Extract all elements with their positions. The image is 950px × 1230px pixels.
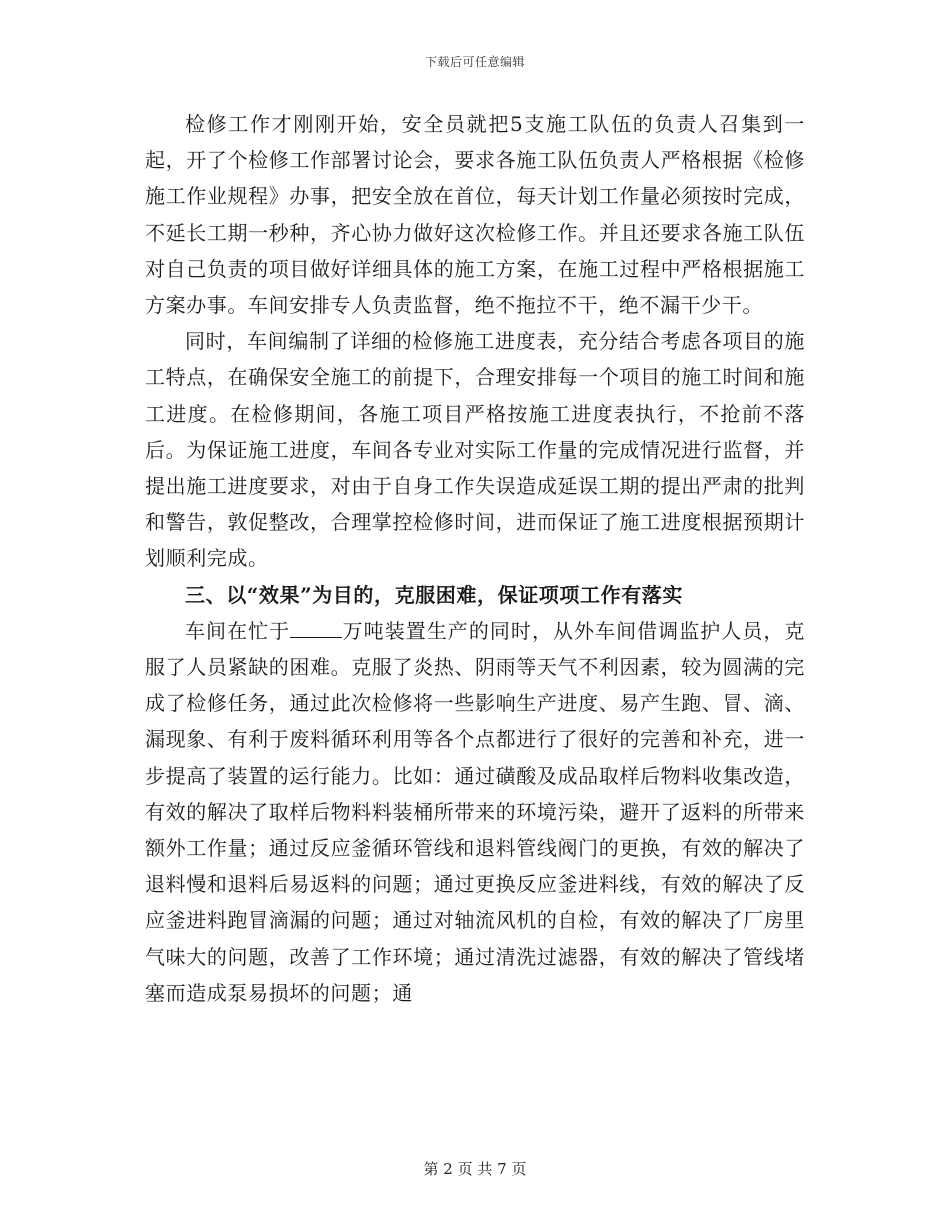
page-header: 下载后可任意编辑 xyxy=(424,55,525,69)
document-body xyxy=(145,106,805,1011)
paragraph-3-lead-text: 车间在忙于 xyxy=(185,618,291,643)
page-number-footer: 第 2 页 共 7 页 xyxy=(423,1160,527,1178)
paragraph-3-main-text: 万吨装置生产的同时，从外车间借调监护人员，克服了人员紧缺的困难。克服了炎热、阴雨等天气不利因素，较为圆满的完成了检修任务，通过此次检修将一些影响生产进度、易产生跑、冒、滴、漏现象、有利于废料循环利用等各个点都进行了很好的完善和补充，进一步提高了装置的运行能力。比如：通过磺酸及成品取样后物料收集改造，有效的解决了取样后物料料装桶所带来的环境污染，避开了返料的所带来额外工作量；通过反应釜循环管线和退料管线阀门的更换，有效的解决了退料慢和退料后易返料的问题；通过更换反应釜进料线，有效的解决了反应釜进料跑冒滴漏的问题；通过对轴流风机的自检，有效的解决了厂房里气味大的问题，改善了工作环境；通过清洗过滤器，有效的解决了管线堵塞而造成泵易损坏的问题；通 xyxy=(145,618,805,1005)
fill-in-blank-underline xyxy=(290,619,342,638)
body-paragraph-3 xyxy=(145,613,805,1011)
body-paragraph-2: 同时，车间编制了详细的检修施工进度表，充分结合考虑各项目的施工特点，在确保安全施工的前提下，合理安排每一个项目的施工时间和施工进度。在检修期间，各施工项目严格按施工进度表执行，不抢前不落后。为保证施工进度，车间各专业对实际工作量的完成情况进行监督，并提出施工进度要求，对由于自身工作失误造成延误工期的提出严肃的批判和警告，敦促整改，合理掌控检修时间，进而保证了施工进度根据预期计划顺利完成。 xyxy=(145,329,805,571)
section-heading: 三、以“效果”为目的，克服困难，保证项项工作有落实 xyxy=(185,582,684,607)
body-paragraph-1: 检修工作才刚刚开始，安全员就把5支施工队伍的负责人召集到一起，开了个检修工作部署讨论会，要求各施工队伍负责人严格根据《检修施工作业规程》办事，把安全放在首位，每天计划工作量必须按时完成，不延长工期一秒种，齐心协力做好这次检修工作。并且还要求各施工队伍对自己负责的项目做好详细具体的施工方案，在施工过程中严格根据施工方案办事。车间安排专人负责监督，绝不拖拉不干，绝不漏干少干。 xyxy=(145,112,805,318)
